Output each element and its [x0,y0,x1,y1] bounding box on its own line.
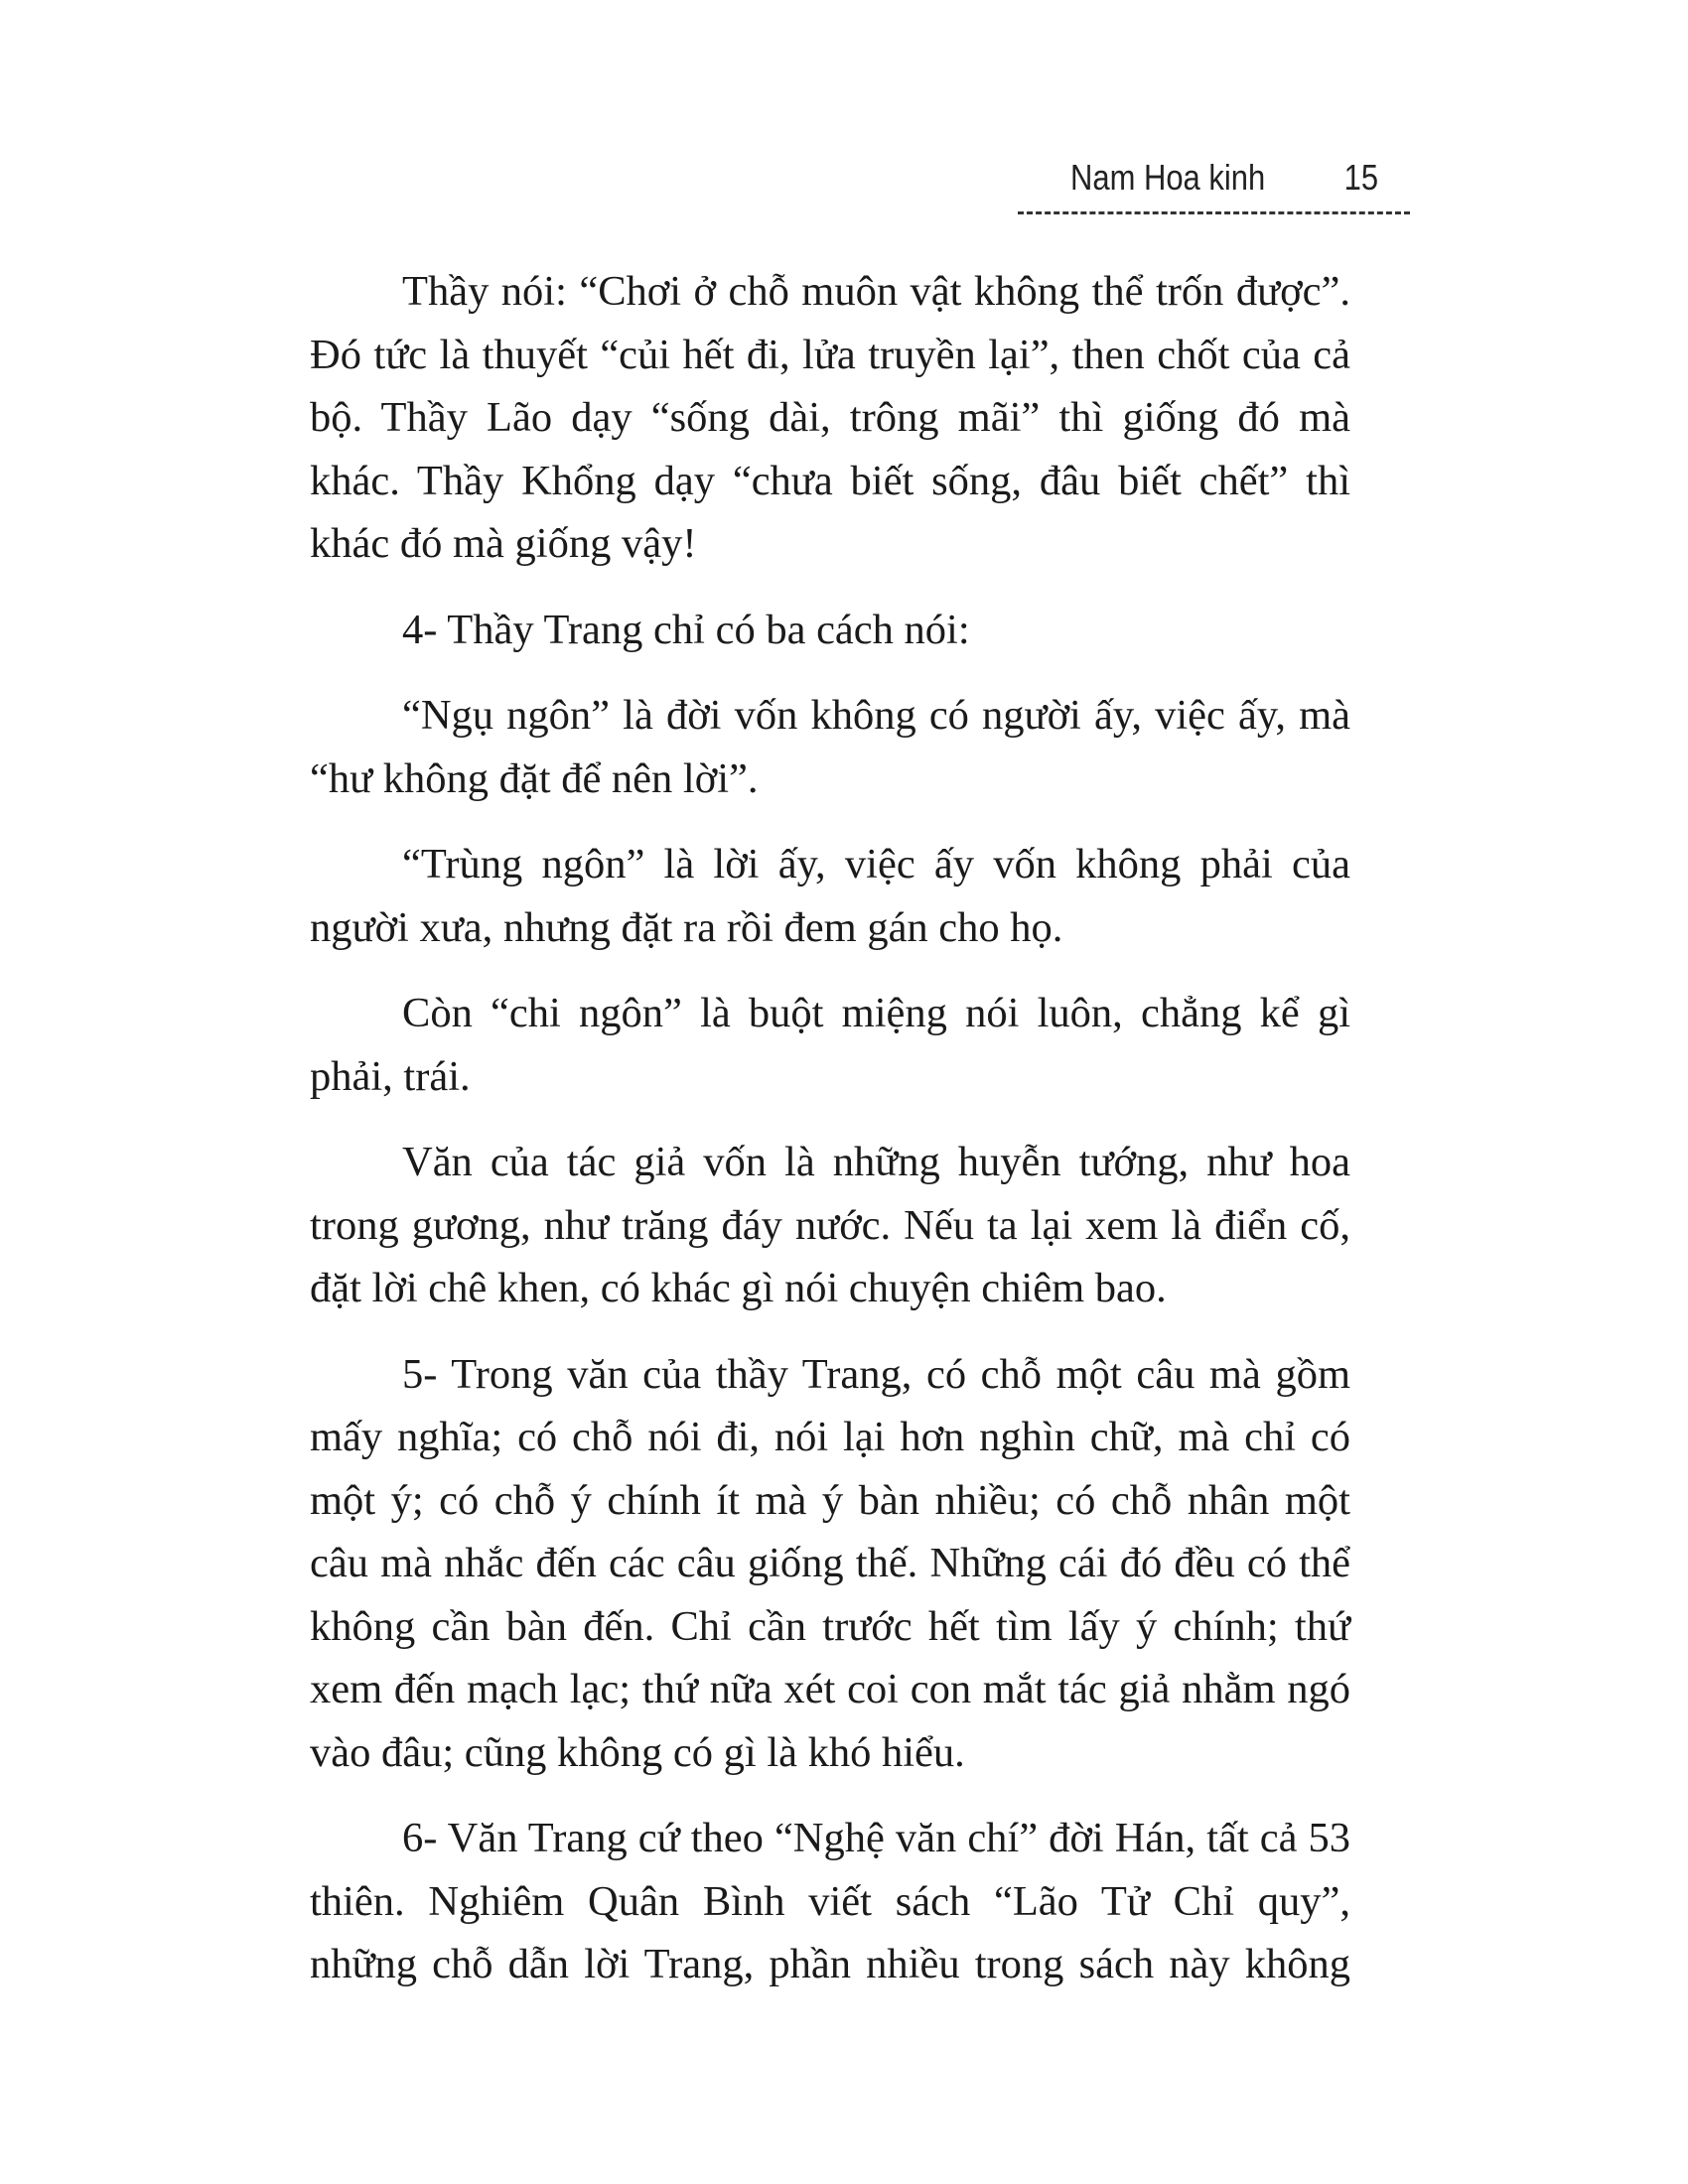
header-dashed-rule [1018,211,1410,214]
paragraph: Văn của tác giả vốn là những huyễn tướng, như hoa trong gương, như trăng đáy nước. Nếu ta lại xem là điển cố, đặt lời chê khen, có khác gì nói chuyện chiêm bao. [310,1139,1350,1311]
paragraph: 4- Thầy Trang chỉ có ba cách nói: [402,606,970,653]
paragraph: 5- Trong văn của thầy Trang, có chỗ một câu mà gồm mấy nghĩa; có chỗ nói đi, nói lại hơn nghìn chữ, mà chỉ có một ý; có chỗ ý chính ít mà ý bàn nhiều; có chỗ nhân một câu mà nhắc đến các câu giống thế. Những cái đó đều có thể không cần bàn đến. Chỉ cần trước hết tìm lấy ý chính; thứ xem đến mạch lạc; thứ nữa xét coi con mắt tác giả nhằm ngó vào đâu; cũng không có gì là khó hiểu. [310,1350,1350,1776]
body-text [310,260,1350,1996]
header-book-title: Nam Hoa kinh [1070,157,1266,198]
paragraph: Thầy nói: “Chơi ở chỗ muôn vật không thể trốn được”. Đó tức là thuyết “củi hết đi, lửa truyền lại”, then chốt của cả bộ. Thầy Lão dạy “sống dài, trông mãi” thì giống đó mà khác. Thầy Khổng dạy “chưa biết sống, đâu biết chết” thì khác đó mà giống vậy! [310,268,1350,567]
paragraph: “Trùng ngôn” là lời ấy, việc ấy vốn không phải của người xưa, nhưng đặt ra rồi đem gán cho họ. [310,841,1350,951]
paragraph: “Ngụ ngôn” là đời vốn không có người ấy, việc ấy, mà “hư không đặt để nên lời”. [310,692,1350,802]
paragraph: 6- Văn Trang cứ theo “Nghệ văn chí” đời Hán, tất cả 53 thiên. Nghiêm Quân Bình viết sách “Lão Tử Chỉ quy”, những chỗ dẫn lời Trang, phần nhiều trong sách này không [310,1815,1350,1987]
running-header [1018,157,1410,216]
paragraph: Còn “chi ngôn” là buột miệng nói luôn, chẳng kể gì phải, trái. [310,990,1350,1100]
page-number: 15 [1343,157,1378,198]
